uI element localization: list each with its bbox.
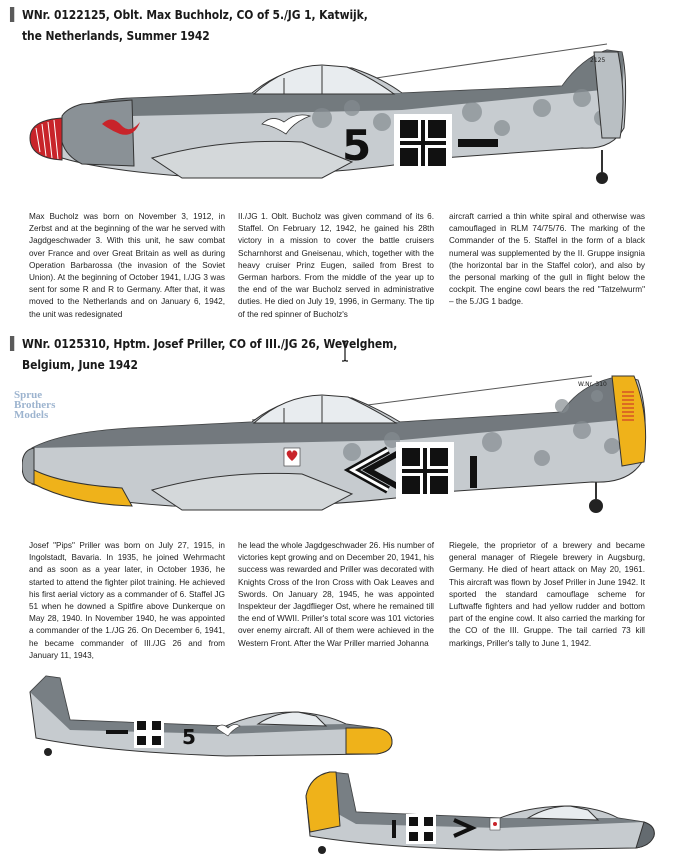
aircraft1-starboard-profile xyxy=(26,672,396,762)
section1-title-line2: the Netherlands, Summer 1942 xyxy=(22,28,210,43)
section2-column3: Riegele, the proprietor of a brewery and became general manager of Riegele brewery in Augsburg, Germany. He died of heart attack on May 20, 1961. This aircraft was flown by Josef Priller in June 1942. It sported the standard camouflage scheme for Luftwaffe fighters and had yellow rudder and bottom part of the engine cowl. It also carried the marking for the CO of the III. Gruppe. The tail carried 73 kill markings, Priller's tally to June 1, 1942. xyxy=(449,541,645,648)
balkenkreuz-insignia xyxy=(394,114,452,172)
section1-column1: Max Bucholz was born on November 3, 1912, in Zerbst and at the beginning of the war he served with Jagdgeschwader 3. With this unit, he saw combat over France and over Great Britain as well as during Operation Barbarossa (the invasion of the Soviet Union). At the beginning of October 1941, I./JG 3 was sent for some R and R to Germany. After that, it was moved to the Netherlands and on January 6, 1942, the unit was redesignated xyxy=(29,212,225,319)
tail-number: 2125 xyxy=(590,57,606,64)
section2-column1: Josef "Pips" Priller was born on July 27, 1915, in Ingolstadt, Bavaria. In 1935, he joined Wehrmacht and as soon as a year later, in October 1936, he started to attend the fighter pilot training. He achieved his first aerial victory as a commander of 6. Staffel JG 51 when he downed a Spitfire above Dunkerque on May 28, 1940. In November 1940, he was appointed a commander of the 1./JG 26. On December 6, 1941, he became commander of III./JG 26 and from January 11, 1943, xyxy=(29,541,225,660)
gruppe-bar xyxy=(458,139,498,147)
section1-column3: aircraft carried a thin white spiral and otherwise was camouflaged in RLM 74/75/76. The marking of the Commander of the 5. Staffel in the form of a black numeral was supplemented by the II. Gruppe insignia (the horizontal bar in the Staffel color), and also by the personal marking of the gull in flight below the cockpit. The engine cowl bears the red "Tatzelwurm" – the 5./JG 1 badge. xyxy=(449,212,645,307)
watermark-logo: Sprue Brothers Models xyxy=(14,389,56,421)
aircraft1-profile xyxy=(22,38,642,190)
section2-title-line1: WNr. 0125310, Hptm. Josef Priller, CO of III./JG 26, Wevelghem, xyxy=(22,336,398,351)
aircraft2-profile xyxy=(22,366,662,526)
section1-column2: II./JG 1. Oblt. Bucholz was given command of its 6. Staffel. On February 12, 1942, he gained his 28th victory in a mission to cover the battle cruisers Scharnhorst and Gneisenau, which, together with the heavy cruiser Prinz Eugen, sailed from Brest to German harbors. From the middle of the year up to the end of the war Bucholz served in administrative duties. He died on July 19, 1996, in Germany. The tip of the red spinner of Bucholz's xyxy=(238,212,434,319)
balkenkreuz-insignia xyxy=(406,814,436,844)
heading-marker xyxy=(10,336,14,351)
gruppe-bar xyxy=(470,456,477,488)
aircraft2-starboard-profile xyxy=(300,766,660,858)
balkenkreuz-insignia xyxy=(134,718,164,748)
code-number-5: 5 xyxy=(342,121,372,170)
text-cursor-icon xyxy=(341,340,349,362)
section2-column2: he lead the whole Jagdgeschwader 26. His number of victories kept growing and on December 20, 1941, his success was rewarded and Priller was decorated with Knights Cross of the Iron Cross with Oak Leaves and Swords. On January 28, 1945, he was appointed Inspekteur der Jagdflieger Ost, where he remained till the end of WWII. Priller's total score was 101 victories over enemy aircraft. All of them were achieved in the Western Front. After the War Priller married Johanna xyxy=(238,541,434,648)
svg-text:5: 5 xyxy=(182,725,196,749)
section2-title-line2: Belgium, June 1942 xyxy=(22,357,138,372)
tail-number: W.Nr. 310 xyxy=(578,381,607,388)
balkenkreuz-insignia xyxy=(396,442,454,500)
heading-marker xyxy=(10,7,14,22)
section1-title-line1: WNr. 0122125, Oblt. Max Buchholz, CO of 5./JG 1, Katwijk, xyxy=(22,7,368,22)
